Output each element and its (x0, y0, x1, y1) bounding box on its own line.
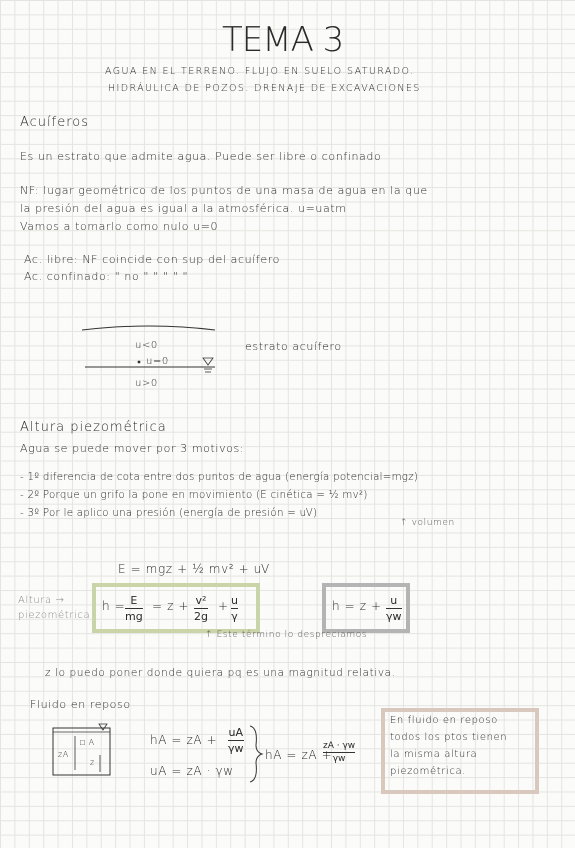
subtitle-line-2: HIDRÁULICA DE POZOS. DRENAJE DE EXCAVACIONES (108, 83, 421, 94)
text-line: Ac. libre: NF coincide con sup del acuífero (24, 253, 280, 266)
tank-label-A: □ A (80, 738, 95, 747)
energy-equation: E = mgz + ½ mv² + uV (118, 562, 270, 576)
denominator: γw (332, 754, 346, 764)
hA-final-formula: hA = zA + (265, 748, 333, 762)
page-title: TEMA 3 (222, 20, 344, 60)
sketch-label-u-neg: u<0 (135, 340, 158, 351)
note-line-1: En fluido en reposo (390, 715, 498, 726)
note-line-4: piezométrica. (390, 766, 466, 777)
simplified-formula: h = z + (332, 599, 382, 613)
motive-1: - 1º diferencia de cota entre dos puntos de agua (energía potencial=mgz) (20, 472, 419, 483)
denominator: γ (231, 610, 238, 623)
uA-formula: uA = zA · γw (150, 764, 234, 778)
motive-2: - 2º Porque un grifo la pone en movimiento (E cinética = ½ mv²) (20, 490, 368, 501)
numerator: v² (195, 594, 207, 607)
section-heading-altura: Altura piezométrica (20, 420, 167, 435)
fraction-final (323, 741, 355, 764)
sketch-label-u-pos: u>0 (135, 378, 158, 389)
relative-note: z lo puedo poner donde quiera pq es una magnitud relativa. (45, 667, 396, 679)
note-line-3: la misma altura (390, 749, 478, 760)
text-line: Ac. confinado: " no " " " " " (24, 270, 189, 283)
sketch-label-estrato: estrato acuífero (245, 340, 342, 353)
denominator: 2g (194, 610, 208, 623)
numerator: u (390, 594, 398, 607)
numerator: uA (228, 726, 243, 739)
denominator: mg (125, 610, 143, 623)
hA-formula: hA = zA + (150, 733, 218, 747)
text-line: la presión del agua es igual a la atmosférica. u=uatm (20, 202, 347, 215)
motive-3: - 3º Por le aplico una presión (energía de presión = uV) (20, 508, 318, 519)
text-line: Vamos a tomarlo como nulo u=0 (20, 220, 219, 233)
subtitle-line-1: AGUA EN EL TERRENO. FLUJO EN SUELO SATURADO. (105, 66, 415, 77)
text-line: Es un estrato que admite agua. Puede ser libre o confinado (20, 150, 382, 163)
tank-label-z: z (90, 758, 95, 767)
denominator: γw (228, 742, 244, 755)
formula-plus: + (218, 599, 229, 613)
formula-eq-z: = z + (152, 599, 190, 613)
volume-annotation: ↑ volumen (400, 518, 455, 528)
denominator: γw (386, 610, 402, 623)
formula-h: h = (102, 599, 126, 613)
numerator: E (130, 594, 138, 607)
numerator: zA · γw (323, 741, 356, 751)
note-line-2: todos los ptos tienen (390, 732, 508, 743)
sketch-label-u-zero: u=0 (146, 356, 169, 367)
tank-label-zA: zA (58, 750, 69, 759)
section-heading-acuiferos: Acuíferos (20, 115, 90, 130)
numerator: u (231, 594, 238, 607)
text-line: NF: lugar geométrico de los puntos de una masa de agua en la que (20, 184, 428, 197)
neglect-note: ↑ Este término lo despreciamos (205, 630, 368, 640)
section-heading-reposo: Fluido en reposo (30, 698, 131, 711)
side-label-piezometrica: piezométrica (18, 610, 91, 621)
text-line: Agua se puede mover por 3 motivos: (20, 442, 245, 455)
side-label-altura: Altura → (18, 595, 65, 606)
